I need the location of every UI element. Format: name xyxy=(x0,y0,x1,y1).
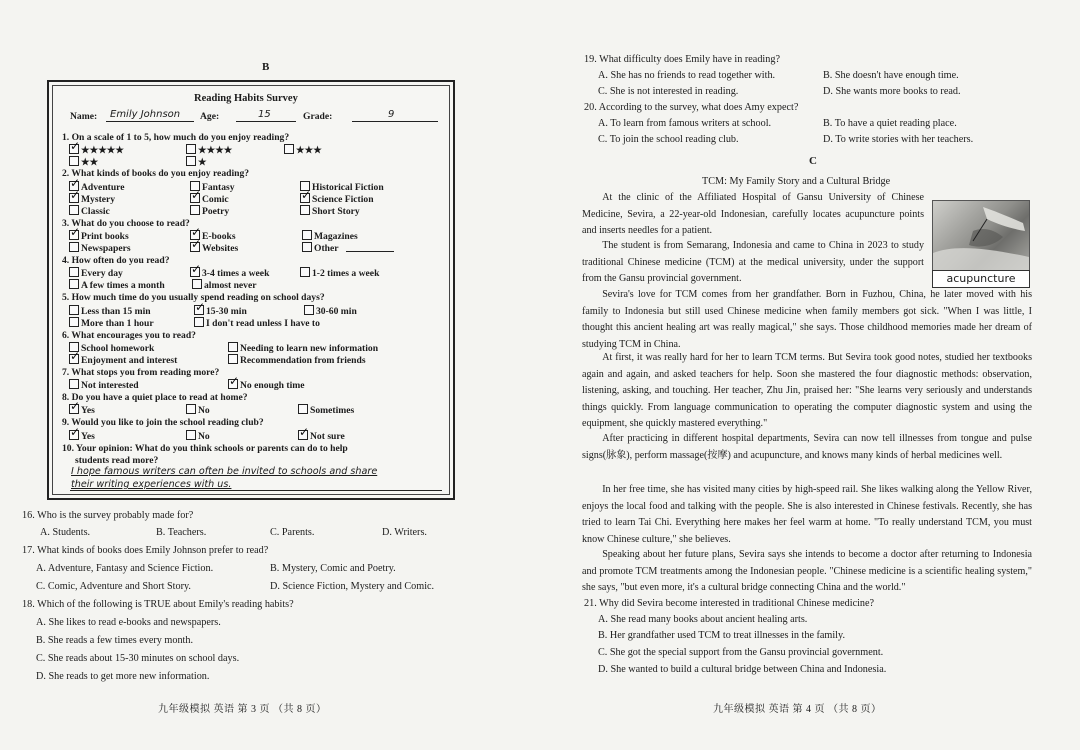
q2-fantasy[interactable]: Fantasy xyxy=(190,181,235,193)
q18-opt-c[interactable]: C. She reads about 15-30 minutes on school days. xyxy=(36,653,240,664)
q19-opt-c[interactable]: C. She is not interested in reading. xyxy=(598,86,739,97)
q2-poetry[interactable]: Poetry xyxy=(190,205,229,217)
q19-opt-a[interactable]: A. She has no friends to read together with. xyxy=(598,70,776,81)
q3-newspapers[interactable]: Newspapers xyxy=(69,242,131,254)
footer-right: 九年级模拟 英语 第 4 页 （共 8 页） xyxy=(713,704,882,715)
q2-science-fiction[interactable]: ✓ Science Fiction xyxy=(300,193,374,205)
grade-value: 9 xyxy=(388,109,395,120)
q1-opt-3[interactable]: ★★★ xyxy=(284,144,322,156)
q21-opt-d[interactable]: D. She wanted to build a cultural bridge between China and Indonesia. xyxy=(598,664,887,675)
q8-sometimes[interactable]: Sometimes xyxy=(298,404,354,416)
section-label-b: B xyxy=(262,61,270,73)
survey-q9: 9. Would you like to join the school reading club? xyxy=(62,417,264,428)
article-para-3: Sevira's love for TCM comes from her grandfather. Born in Fuzhou, China, he later moved with his family to Indonesia but still used Chinese medicine when family members got sick. "When I was little, I thought this ancient healing art was really magical," she says. Those childhood memories made her dream of studying TCM in China. xyxy=(582,289,1032,350)
q19-opt-b[interactable]: B. She doesn't have enough time. xyxy=(823,70,959,81)
q3-print-books[interactable]: ✓Print books xyxy=(69,230,129,242)
q5-15-30[interactable]: ✓ 15-30 min xyxy=(194,305,247,317)
q18-opt-b[interactable]: B. She reads a few times every month. xyxy=(36,635,194,646)
q2-comic[interactable]: ✓ Comic xyxy=(190,193,229,205)
q21-opt-b[interactable]: B. Her grandfather used TCM to treat illnesses in the family. xyxy=(598,630,845,641)
q4-1-2-times[interactable]: 1-2 times a week xyxy=(300,267,379,279)
q4-3-4-times[interactable]: ✓ 3-4 times a week xyxy=(190,267,269,279)
q2-short-story[interactable]: Short Story xyxy=(300,205,360,217)
q4-few-times-month[interactable]: A few times a month xyxy=(69,279,165,291)
q16-opt-a[interactable]: A. Students. xyxy=(40,527,91,538)
q8-yes[interactable]: ✓Yes xyxy=(69,404,95,416)
q20-stem: 20. According to the survey, what does Amy expect? xyxy=(584,102,799,113)
q6-new-info[interactable]: Needing to learn new information xyxy=(228,342,378,354)
article-title: TCM: My Family Story and a Cultural Bridge xyxy=(702,176,891,187)
q4-every-day[interactable]: Every day xyxy=(69,267,123,279)
q19-stem: 19. What difficulty does Emily have in reading? xyxy=(584,54,780,65)
q6-homework[interactable]: School homework xyxy=(69,342,154,354)
q5-more-1-hour[interactable]: More than 1 hour xyxy=(69,317,154,329)
survey-q10-cont: students read more? xyxy=(75,455,159,466)
q17-stem: 17. What kinds of books does Emily Johnson prefer to read? xyxy=(22,545,269,556)
q3-other[interactable]: Other xyxy=(302,242,339,254)
age-value: 15 xyxy=(258,109,271,120)
q7-not-interested[interactable]: Not interested xyxy=(69,379,139,391)
opinion-line-2: their writing experiences with us. xyxy=(71,479,232,490)
name-label: Name: xyxy=(70,111,98,122)
survey-q6: 6. What encourages you to read? xyxy=(62,330,196,341)
q17-opt-c[interactable]: C. Comic, Adventure and Short Story. xyxy=(36,581,191,592)
footer-left: 九年级模拟 英语 第 3 页 （共 8 页） xyxy=(158,704,327,715)
q2-historical[interactable]: Historical Fiction xyxy=(300,181,384,193)
q20-opt-d[interactable]: D. To write stories with her teachers. xyxy=(823,134,974,145)
article-para-7: Speaking about her future plans, Sevira says she intends to become a doctor after returning to Indonesia and promote TCM treatments among the Indonesian people. "Chinese medicine is a scientific healing system," she says, "but even more, it's a cultural bridge connecting China and the world." xyxy=(582,549,1032,594)
q9-no[interactable]: No xyxy=(186,430,210,442)
q19-opt-d[interactable]: D. She wants more books to read. xyxy=(823,86,961,97)
q17-opt-d[interactable]: D. Science Fiction, Mystery and Comic. xyxy=(270,581,435,592)
q20-opt-b[interactable]: B. To have a quiet reading place. xyxy=(823,118,957,129)
q5-dont-read[interactable]: I don't read unless I have to xyxy=(194,317,320,329)
acupuncture-label: acupuncture xyxy=(932,270,1030,288)
article-para-5: After practicing in different hospital departments, Sevira can now tell illnesses from tongue and pulse signs(脉象), perform massage(按摩) and acupuncture, and knows many kinds of herbal medicines well. xyxy=(582,433,1032,461)
q16-opt-b[interactable]: B. Teachers. xyxy=(156,527,207,538)
survey-q5: 5. How much time do you usually spend reading on school days? xyxy=(62,292,325,303)
grade-label: Grade: xyxy=(303,111,333,122)
survey-q7: 7. What stops you from reading more? xyxy=(62,367,220,378)
age-label: Age: xyxy=(200,111,220,122)
q17-opt-a[interactable]: A. Adventure, Fantasy and Science Fiction. xyxy=(36,563,214,574)
q6-recommendation[interactable]: Recommendation from friends xyxy=(228,354,366,366)
survey-q4: 4. How often do you read? xyxy=(62,255,170,266)
survey-q3: 3. What do you choose to read? xyxy=(62,218,190,229)
q7-no-time[interactable]: ✓ No enough time xyxy=(228,379,305,391)
survey-q2: 2. What kinds of books do you enjoy reading? xyxy=(62,168,250,179)
q1-opt-4[interactable]: ★★★★ xyxy=(186,144,232,156)
q9-yes[interactable]: ✓Yes xyxy=(69,430,95,442)
survey-q10: 10. Your opinion: What do you think schools or parents can do to help xyxy=(62,443,348,454)
article-para-1: At the clinic of the Affiliated Hospital of Gansu University of Chinese Medicine, Sevira, a 22-year-old Indonesian, carefully locates acupuncture points and inserts needles for a patient. xyxy=(582,192,924,237)
q2-adventure[interactable]: ✓Adventure xyxy=(69,181,125,193)
q2-mystery[interactable]: ✓Mystery xyxy=(69,193,115,205)
survey-q8: 8. Do you have a quiet place to read at home? xyxy=(62,392,248,403)
survey-q1: 1. On a scale of 1 to 5, how much do you enjoy reading? xyxy=(62,132,290,143)
q18-opt-a[interactable]: A. She likes to read e-books and newspapers. xyxy=(36,617,221,628)
q5-less-15[interactable]: Less than 15 min xyxy=(69,305,151,317)
q21-opt-c[interactable]: C. She got the special support from the Gansu provincial government. xyxy=(598,647,884,658)
name-value: Emily Johnson xyxy=(110,109,181,120)
q3-ebooks[interactable]: ✓ E-books xyxy=(190,230,236,242)
q18-stem: 18. Which of the following is TRUE about Emily's reading habits? xyxy=(22,599,294,610)
q8-no[interactable]: No xyxy=(186,404,210,416)
q17-opt-b[interactable]: B. Mystery, Comic and Poetry. xyxy=(270,563,396,574)
q21-opt-a[interactable]: A. She read many books about ancient healing arts. xyxy=(598,614,808,625)
q9-not-sure[interactable]: ✓ Not sure xyxy=(298,430,345,442)
q3-magazines[interactable]: Magazines xyxy=(302,230,358,242)
q1-opt-2[interactable]: ★★ xyxy=(69,156,98,168)
opinion-line-1: I hope famous writers can often be invited to schools and share xyxy=(71,466,378,477)
section-label-c: C xyxy=(809,155,817,167)
q3-websites[interactable]: ✓ Websites xyxy=(190,242,238,254)
survey-title: Reading Habits Survey xyxy=(194,93,298,104)
q4-almost-never[interactable]: almost never xyxy=(192,279,257,291)
q21-stem: 21. Why did Sevira become interested in traditional Chinese medicine? xyxy=(584,598,875,609)
q6-enjoyment[interactable]: ✓Enjoyment and interest xyxy=(69,354,177,366)
q1-opt-5[interactable]: ✓★★★★★ xyxy=(69,144,124,156)
q5-30-60[interactable]: 30-60 min xyxy=(304,305,357,317)
article-para-2: The student is from Semarang, Indonesia and came to China in 2023 to study traditional Chinese medicine (TCM) at the medical university, under the support from the Gansu provincial government. xyxy=(582,240,924,285)
q1-opt-1[interactable]: ★ xyxy=(186,156,207,168)
q16-stem: 16. Who is the survey probably made for? xyxy=(22,510,194,521)
q16-opt-d[interactable]: D. Writers. xyxy=(382,527,427,538)
article-para-6: In her free time, she has visited many cities by high-speed rail. She likes walking along the Yellow River, enjoys the local food and talking with the people. She is also interested in Chinese festivals. Recently, she has tried to learn Tai Chi. Everything here makes her feel warm at home. "To really understand TCM, you must know Chinese culture," she believes. xyxy=(582,484,1032,545)
q20-opt-c[interactable]: C. To join the school reading club. xyxy=(598,134,739,145)
q18-opt-d[interactable]: D. She reads to get more new information. xyxy=(36,671,210,682)
q20-opt-a[interactable]: A. To learn from famous writers at school. xyxy=(598,118,772,129)
article-para-4: At first, it was really hard for her to learn TCM terms. But Sevira took good notes, studied her textbooks again and again, and asked teachers for help. Soon she mastered the four diagnostic methods: observation, listening, asking, and touching. Her teacher, Zhu Jin, praised her: "She learns very seriously and understands things quickly. From language communication to operating the computer diagnostic system and using the equipment, she quickly mastered everything." xyxy=(582,352,1032,430)
q2-classic[interactable]: Classic xyxy=(69,205,110,217)
hand-needle-icon xyxy=(933,201,1029,271)
q16-opt-c[interactable]: C. Parents. xyxy=(270,527,315,538)
